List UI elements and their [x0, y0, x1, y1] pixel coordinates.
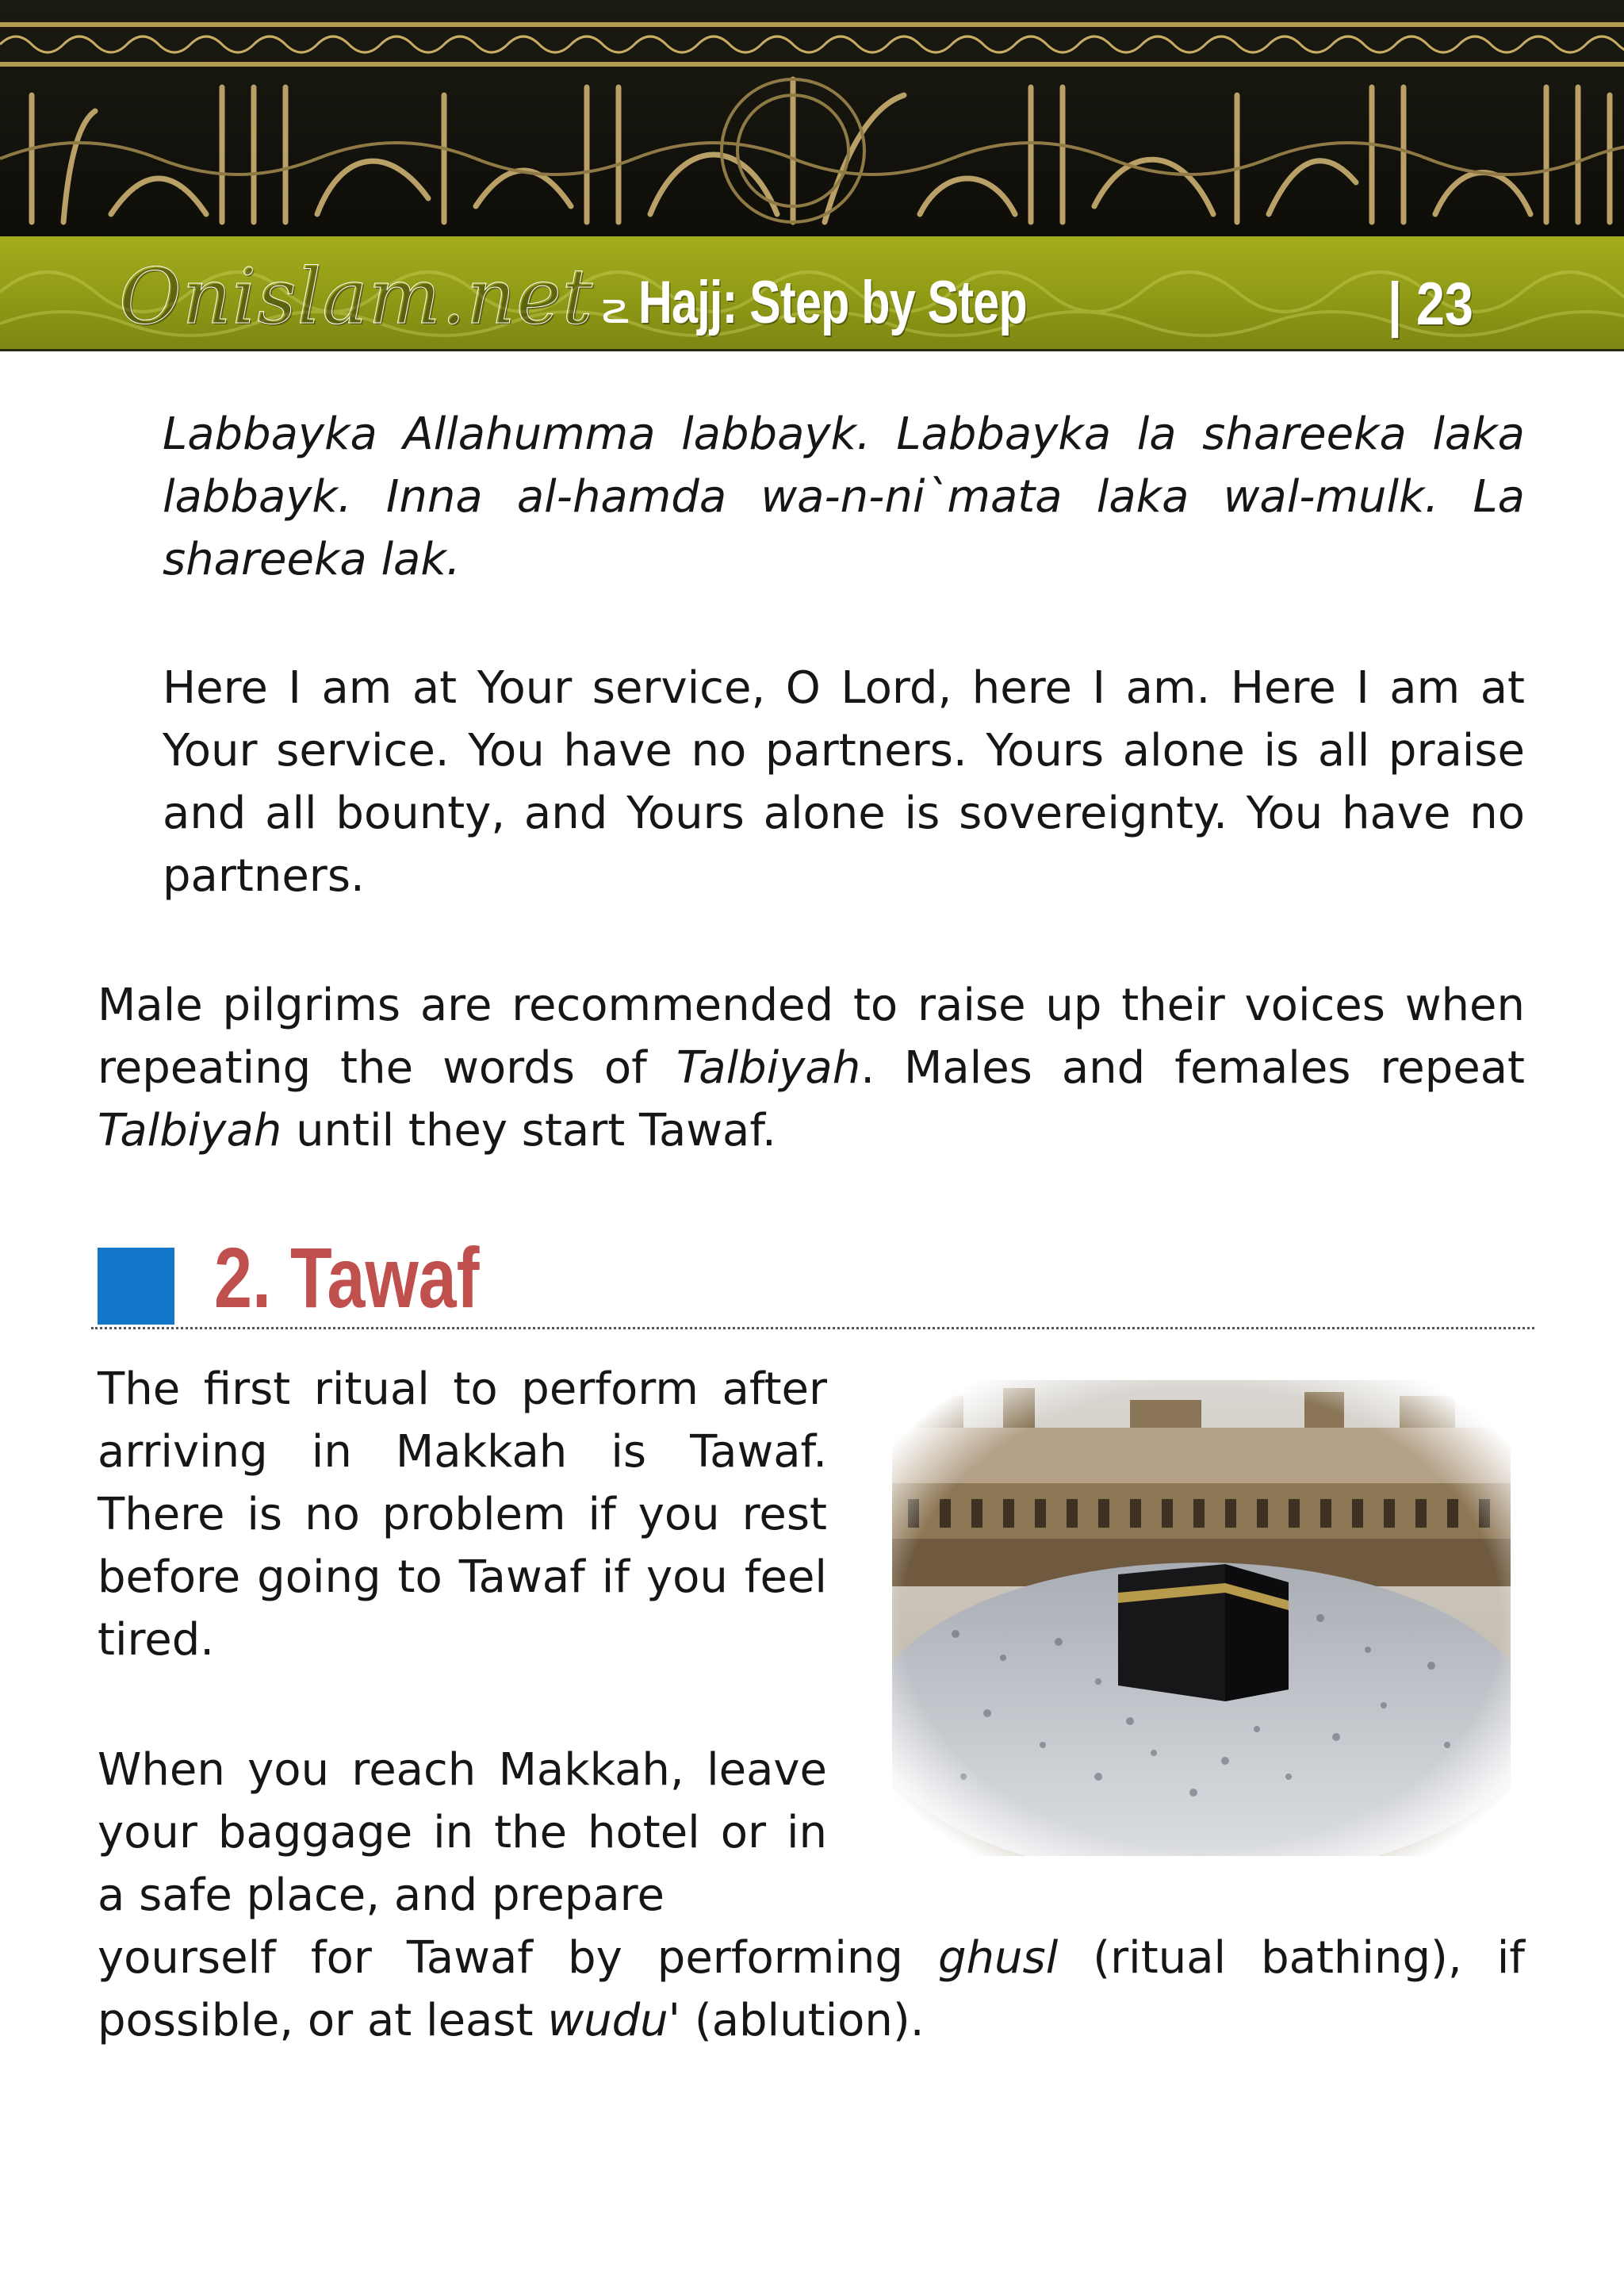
brand-logo: Onislam.net [119, 252, 594, 341]
arrival-paragraph-start: When you reach Makkah, leave your baggage in the hotel or in a safe place, and prepare [98, 1744, 827, 1921]
talbiyah-meaning: Here I am at Your service, O Lord, here I am. Here I am at Your service. You have no partners. Yours alone is all praise and all bounty, and Yours alone is sovereignty. You have no partners. [163, 662, 1525, 902]
section-marker-square [98, 1248, 174, 1325]
term-talbiyah: Talbiyah [676, 1042, 861, 1094]
header-brand [119, 252, 1136, 347]
arrival-paragraph-end [98, 1927, 1525, 2052]
text-run: yourself for Tawaf by performing [98, 1932, 938, 1984]
talbiyah-transliteration: Labbayka Allahumma labbayk. Labbayka la shareeka laka labbayk. Inna al-hamda wa-n-ni`mata laka wal-mulk. La shareeka lak. [163, 408, 1525, 585]
term-wudu: wudu' [547, 1995, 681, 2046]
kaaba-photo [892, 1380, 1511, 1856]
text-run: (ablution). [680, 1995, 925, 2046]
text-run: Male pilgrims are recommended to raise up their voices when repeating the words of [98, 980, 1525, 1094]
header-banner [0, 0, 1624, 351]
term-ghusl: ghusl [938, 1932, 1059, 1984]
kiswa-calligraphy-art [0, 0, 1624, 238]
section-divider [91, 1327, 1534, 1329]
text-run: (ritual bathing), if possible, or at least [98, 1932, 1525, 2046]
first-ritual-paragraph: The first ritual to perform after arriving in Makkah is Tawaf. There is no problem if you rest before going to Tawaf if you feel tired. [98, 1363, 827, 1666]
male-pilgrims-paragraph [98, 974, 1525, 1162]
book-title: Hajj: Step by Step [638, 269, 1027, 336]
page-number: | 23 [1388, 270, 1473, 338]
term-talbiyah: Talbiyah [98, 1105, 282, 1156]
swirl-ornament-icon: ౽ [601, 280, 629, 334]
text-run: . Males and females repeat [860, 1042, 1525, 1094]
text-run: until they start Tawaf. [282, 1105, 776, 1156]
section-heading: 2. Tawaf [214, 1229, 480, 1325]
